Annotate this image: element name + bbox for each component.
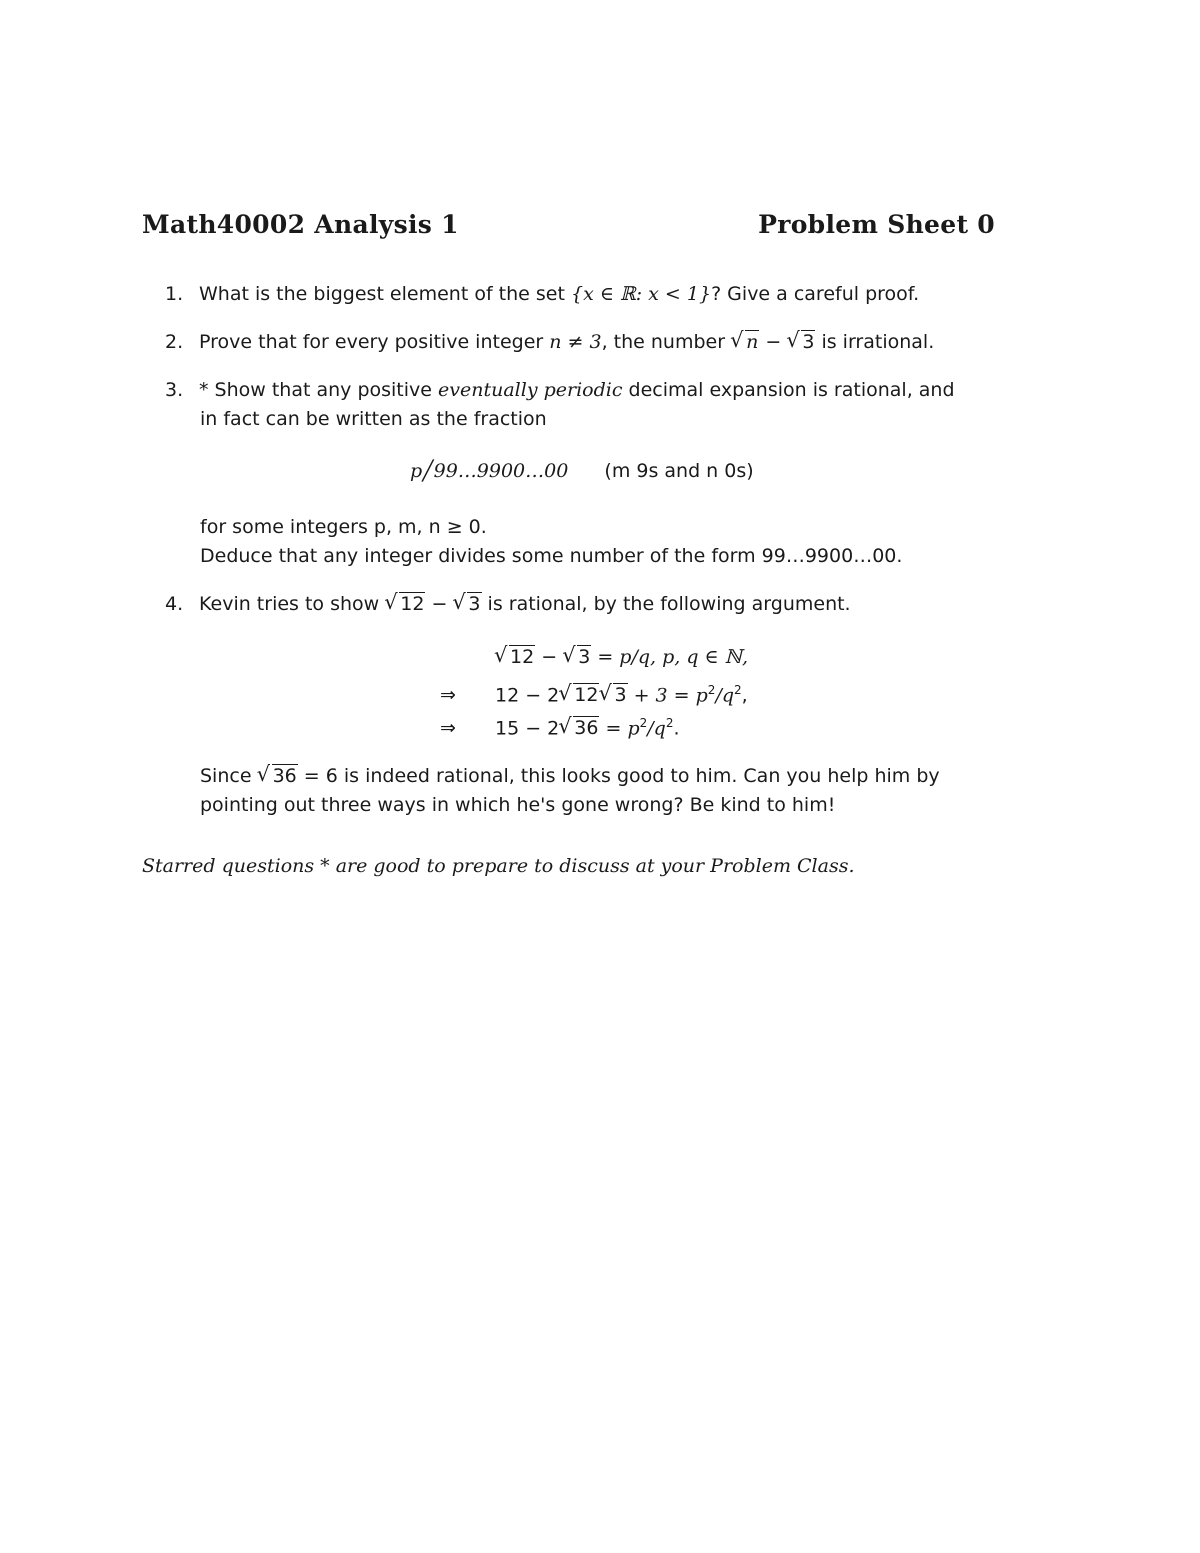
question-3-line-3: for some integers p, m, n ≥ 0. (200, 516, 487, 538)
question-number: 1. (165, 283, 184, 305)
question-3 (165, 376, 1015, 405)
question-4-since-line: Since √ 36 = 6 is indeed rational, this looks good to him. Can you help him by (200, 762, 1020, 791)
sqrt-12: √ 12 (495, 643, 535, 672)
sqrt-36: √ 36 (258, 762, 298, 791)
math-condition: n ≠ 3 (549, 331, 602, 353)
question-text: is rational, by the following argument. (481, 593, 851, 615)
sqrt-36: √ 36 (559, 714, 599, 743)
starred-note: Starred questions * are good to prepare to discuss at your Problem Class. (142, 855, 855, 877)
fraction: p╱99…9900…00 (410, 460, 569, 482)
question-3-line-2: in fact can be written as the fraction (200, 408, 547, 430)
question-3-line-4: Deduce that any integer divides some number of the form 99…9900…00. (200, 545, 903, 567)
emphasis-text: eventually periodic (438, 379, 623, 401)
sqrt-12: √ 12 (559, 681, 599, 710)
sqrt-n: √ n (731, 328, 759, 357)
sqrt-3: √ 3 (787, 328, 815, 357)
question-text: Kevin tries to show (199, 593, 386, 615)
fraction-formula (410, 457, 754, 486)
question-text: What is the biggest element of the set (199, 283, 571, 305)
equation-line-3: ⇒ 15 − 2√ $36 = p^2/q^2$. (440, 709, 680, 743)
sqrt-12: √ 12 (385, 590, 425, 619)
course-title: Math40002 Analysis 1 (142, 210, 459, 239)
question-text: decimal expansion is rational, and (622, 379, 955, 401)
question-text: , the number (601, 331, 732, 353)
implies-arrow: ⇒ (440, 717, 456, 740)
question-text: is irrational. (815, 331, 935, 353)
equation-line-2: ⇒ 12 − 2√ 12√ $3 + 3 = p^2/q^2$, (440, 676, 748, 710)
minus-sign: − (759, 331, 788, 353)
question-1 (165, 280, 1015, 309)
question-4-last-line: pointing out three ways in which he's gone wrong? Be kind to him! (200, 794, 836, 816)
question-number: 3. (165, 379, 184, 401)
question-4 (165, 590, 1015, 619)
equation-line-1: √ 12 − √ 3 = p/q, p, q ∈ ℕ, (495, 643, 748, 672)
question-number: 4. (165, 593, 184, 615)
question-2 (165, 328, 1015, 357)
sqrt-3: √ 3 (563, 643, 591, 672)
fraction-note: (m 9s and n 0s) (604, 460, 754, 482)
implies-arrow: ⇒ (440, 684, 456, 707)
sqrt-3: √ 3 (599, 681, 627, 710)
question-text: * Show that any positive (199, 379, 439, 401)
equation-rhs: = p/q, p, q ∈ ℕ, (591, 646, 749, 668)
question-text: ? Give a careful proof. (711, 283, 920, 305)
math-set: {x ∈ ℝ: x < 1} (570, 283, 712, 305)
minus-sign: − (425, 593, 454, 615)
sheet-title: Problem Sheet 0 (758, 210, 995, 239)
sqrt-3: √ 3 (453, 590, 481, 619)
question-number: 2. (165, 331, 184, 353)
question-text: Prove that for every positive integer (199, 331, 550, 353)
